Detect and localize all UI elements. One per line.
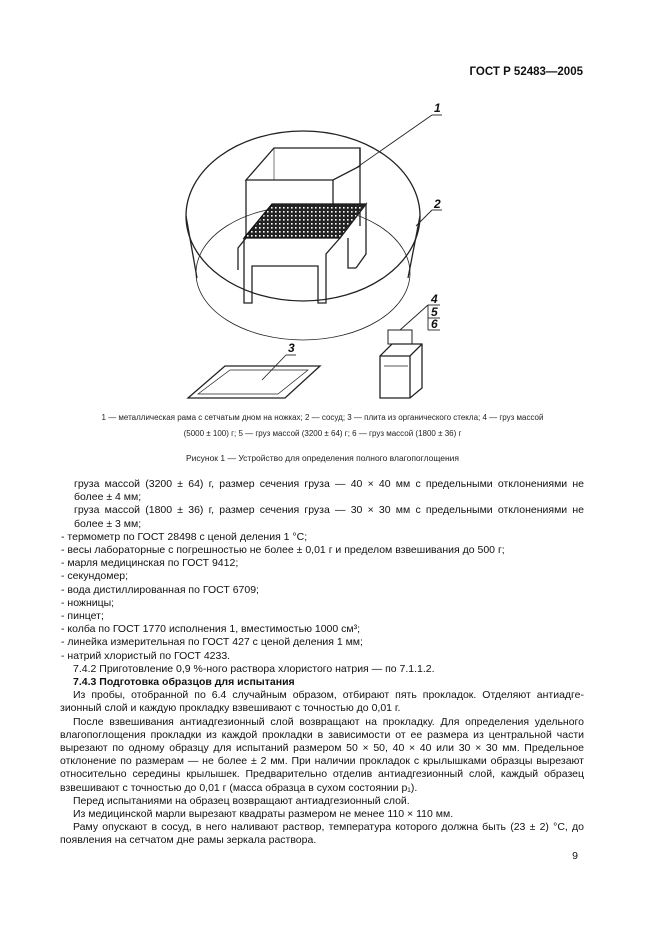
list-item: - марля медицинская по ГОСТ 9412; <box>61 557 239 570</box>
text-line: влагопоглощения прокладки из каждой прокладки в зависимости от ее размера из центральной части <box>60 728 584 741</box>
text-line: относительно середины крылышек. Предварительно отделив антиадгезионный слой, каждый образец <box>60 768 584 781</box>
text-line: более ± 4 мм; <box>74 491 142 504</box>
text-line: вырезают по одному образцу для испытаний размером 50 × 50, 40 × 40 или 30 × 30 мм. Предельное <box>60 742 584 755</box>
list-item: - секундомер; <box>61 570 129 583</box>
text-line: более ± 3 мм; <box>74 517 142 530</box>
text-line: Из медицинской марли вырезают квадраты размером не менее 110 × 110 мм. <box>73 808 454 821</box>
list-item: - линейка измерительная по ГОСТ 427 с ценой деления 1 мм; <box>61 636 363 649</box>
frame-drawing <box>238 148 366 303</box>
text-line: После взвешивания антиадгезионный слой возвращают на прокладку. Для определения удельного <box>73 715 584 728</box>
figure-legend-line: 1 — металлическая рама с сетчатым дном на ножках; 2 — сосуд; 3 — плита из органического стекла; 4 — груз массой <box>101 413 544 422</box>
list-item: - вода дистиллированная по ГОСТ 6709; <box>61 583 259 596</box>
figure-label: 2 <box>434 197 441 211</box>
plate-drawing <box>188 366 320 398</box>
text-line: отклонение по размерам — не более ± 2 мм. При наличии прокладок с крылышками образцы вырезают <box>60 755 584 768</box>
figure-legend-line: (5000 ± 100) г; 5 — груз массой (3200 ± 64) г; 6 — груз массой (1800 ± 36) г <box>183 429 462 438</box>
figure-label: 6 <box>431 317 438 331</box>
text-line: Раму опускают в сосуд, в него наливают раствор, температура которого должна быть (23 ± 2) °С, до <box>73 821 584 834</box>
section-7-4-3-heading: 7.4.3 Подготовка образцов для испытания <box>73 676 295 689</box>
document-body <box>60 478 584 848</box>
text-line: взвешивают с точностью до 0,01 г (масса образца в сухом состоянии p₁). <box>60 781 418 794</box>
figure-label: 3 <box>288 341 295 355</box>
text-line: Перед испытаниями на образец возвращают антиадгезионный слой. <box>73 794 410 807</box>
list-item: - пинцет; <box>61 610 104 623</box>
list-item: - натрий хлористый по ГОСТ 4233. <box>61 649 231 662</box>
document-code: ГОСТ Р 52483—2005 <box>469 66 583 78</box>
list-item: - колба по ГОСТ 1770 исполнения 1, вместимостью 1000 см³; <box>61 623 361 636</box>
text-line: Из пробы, отобранной по 6.4 случайным образом, отбирают пять прокладок. Отделяют антиадге- <box>73 689 584 702</box>
weights-drawing <box>380 330 422 398</box>
text-line: груза массой (1800 ± 36) г, размер сечения груза — 30 × 30 мм с предельными отклонениями не <box>74 504 584 517</box>
text-line: груза массой (3200 ± 64) г, размер сечения груза — 40 × 40 мм с предельными отклонениями не <box>74 478 584 490</box>
figure-title: Рисунок 1 — Устройство для определения полного влагопоглощения <box>185 453 460 463</box>
figure-legend <box>60 410 585 442</box>
figure-label: 4 <box>431 292 438 306</box>
list-item: - ножницы; <box>61 596 115 609</box>
page-number: 9 <box>572 850 578 862</box>
list-item: - термометр по ГОСТ 28498 с ценой деления 1 °С; <box>61 530 308 543</box>
list-item: - весы лабораторные с погрешностью не более ± 0,01 г и пределом взвешивания до 500 г; <box>61 544 505 557</box>
figure-label: 1 <box>434 101 441 115</box>
figure-label: 5 <box>431 305 438 319</box>
section-7-4-2: 7.4.2 Приготовление 0,9 %-ного раствора хлористого натрия — по 7.1.1.2. <box>73 662 435 675</box>
text-line: зионный слой и каждую прокладку взвешивают с точностью до 0,01 г. <box>60 702 401 715</box>
figure-device-diagram <box>170 98 470 408</box>
text-line: появления на сетчатом дне рамы зеркала раствора. <box>60 834 317 847</box>
